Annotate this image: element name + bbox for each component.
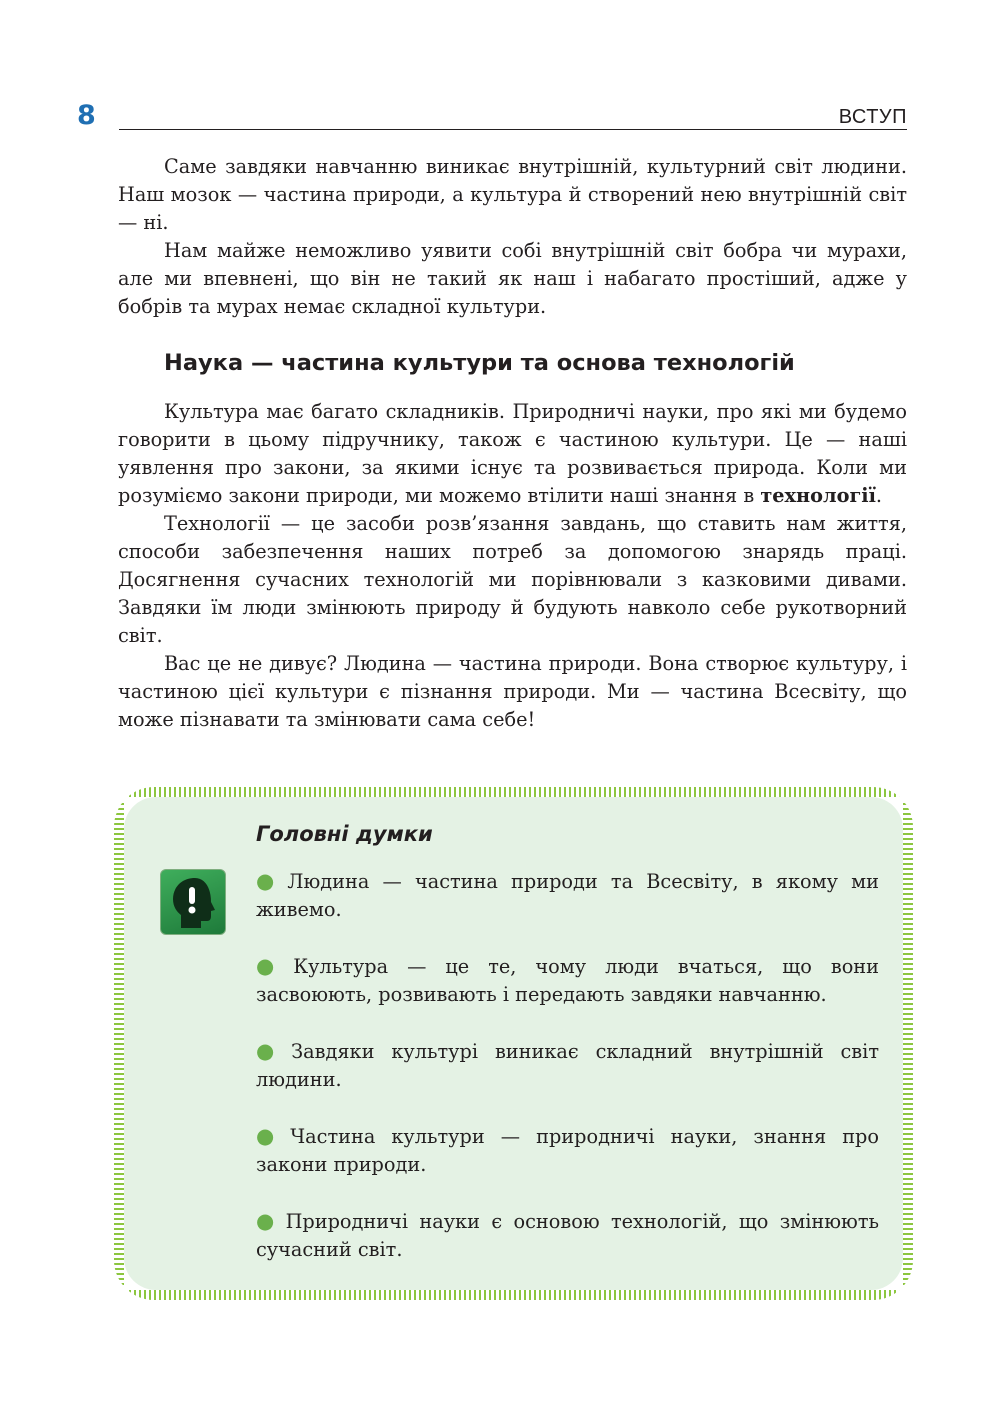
summary-point-text: Культура — це те, чому люди вчаться, що вони засвоюють, розвивають і передають завдяки навчанню. <box>256 955 880 1006</box>
bullet-icon: ● <box>256 1209 280 1233</box>
head-exclamation-icon <box>160 869 226 935</box>
summary-title: Головні думки <box>256 822 433 846</box>
bullet-icon: ● <box>256 869 282 893</box>
paragraph-end: . <box>875 484 883 507</box>
bullet-icon: ● <box>256 1124 285 1148</box>
summary-point <box>256 1122 879 1179</box>
section-label: ВСТУП <box>838 106 907 128</box>
summary-point-text: Частина культури — природничі науки, знання про закони природи. <box>256 1125 879 1176</box>
summary-point-text: Людина — частина природи та Всесвіту, в якому ми живемо. <box>256 870 879 921</box>
summary-point <box>256 952 879 1009</box>
bullet-icon: ● <box>256 1039 286 1063</box>
summary-point <box>256 1207 879 1264</box>
page-number: 8 <box>77 100 96 131</box>
paragraph: Нам майже неможливо уявити собі внутрішній світ бобра чи мурахи, але ми впевнені, що він не такий як наш і набагато простіший, адже у бобрів та мурах немає складної культури. <box>118 239 907 318</box>
section-heading: Наука — частина культури та основа технологій <box>164 350 795 376</box>
summary-point-text: Природничі науки є основою технологій, що змінюють сучасний світ. <box>256 1210 880 1261</box>
paragraph <box>118 398 907 510</box>
key-term: технології <box>760 484 876 507</box>
summary-point-text: Завдяки культурі виникає складний внутрішній світ людини. <box>256 1040 879 1091</box>
header-rule <box>119 129 907 130</box>
bullet-icon: ● <box>256 954 288 978</box>
summary-point <box>256 867 879 924</box>
paragraph: Технології — це засоби розв’язання завдань, що ставить нам життя, способи забезпечення наших потреб за допомогою знарядь праці. Досягнення сучасних технологій ми порівнювали з казковими дивами. Завдяки їм люди змінюють природу й будують навколо себе рукотворний світ. <box>118 512 907 647</box>
intro-text <box>118 153 907 321</box>
paragraph-text: Культура має багато складників. Природничі науки, про які ми будемо говорити в цьому підручнику, також є частиною культури. Це — наші уявлення про закони, за якими існує та розвивається природа. Коли ми розуміємо закони природи, ми можемо втілити наші знання в <box>118 400 907 507</box>
section-text <box>118 398 907 734</box>
summary-point <box>256 1037 879 1094</box>
head-exclamation-icon-graphic <box>161 870 225 934</box>
paragraph: Саме завдяки навчанню виникає внутрішній, культурний світ людини. Наш мозок — частина природи, а культура й створений нею внутрішній світ — ні. <box>118 155 907 234</box>
paragraph: Вас це не дивує? Людина — частина природи. Вона створює культуру, і частиною цієї культури є пізнання природи. Ми — частина Всесвіту, що може пізнавати та змінювати сама себе! <box>118 652 907 731</box>
summary-points <box>256 867 879 1292</box>
